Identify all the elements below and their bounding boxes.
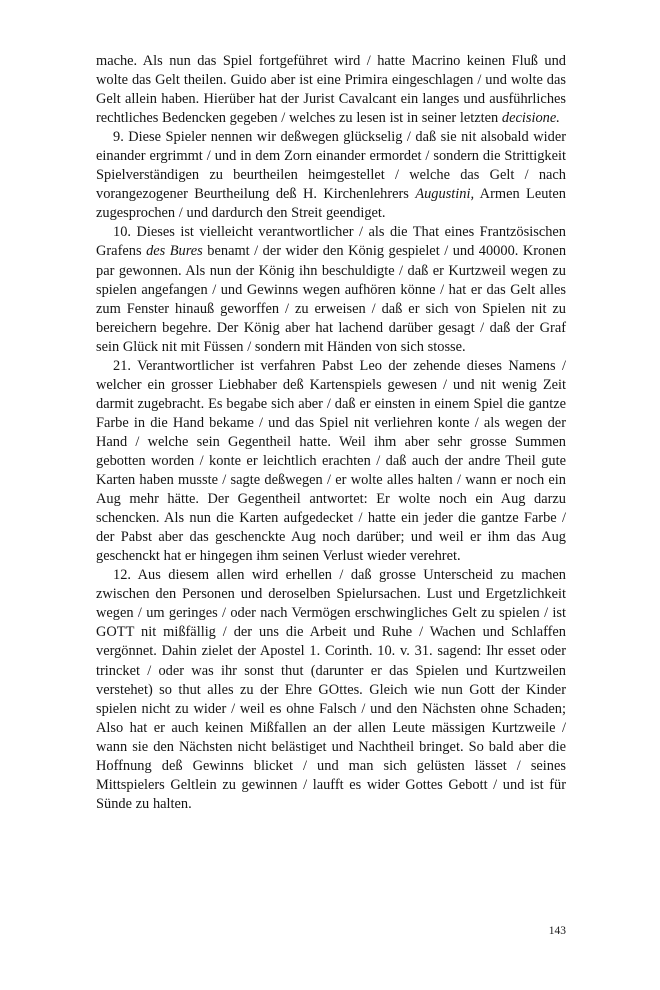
page-number: 143 <box>548 925 566 937</box>
text-run: Armen Leuten zugesprochen / und dardurch den Streit geendiget. <box>96 186 567 222</box>
text-run: 10. Dieses ist vielleicht verantwortlicher / als die That eines Frantzösischen Grafens <box>96 224 566 260</box>
text-run: mache. Als nun das Spiel fortgeführet wird / hatte Macrino keinen Fluß und wolte das Gelt theilen. Guido aber ist eine Primira eingeschlagen / und wolte das Gelt allein haben. Hierüber hat der Jurist Cavalcant ein langes und ausführliches rechtliches Bedencken gegeben / welches zu lesen ist in seiner letzten <box>96 53 566 127</box>
text-run: 12. Aus diesem allen wird erhellen / daß grosse Unterscheid zu machen zwischen den Personen und deroselben Spielursachen. Lust und Ergetzlichkeit wegen / um geringes / oder nach Vermögen erschwingliches Gelt zu spielen / ist GOTT nit mißfällig / der uns die Arbeit und Ruhe / Wachen und Schlaffen vergönnet. Dahin zielet der Apostel 1. Corinth. 10. v. 31. sagend: Ihr esset oder trincket / oder was ihr sonst thut (darunter er das Spielen und Kurtzweilen verstehet) so thut alles zu der Ehre GOttes. Gleich wie nun Gott der Kinder spielen nicht zu wider / weil es ohne Falsch / und den Nächsten ohne Schaden; Also hat er auch keinen Mißfallen an der allen Leute mässigen Kurtzweile / wann sie den Nächsten nicht belästiget und Nachtheil bringet. So bald aber die Hoffnung deß Gewinns blicket / und man sich gelüsten lässet / seines Mittspielers Geltlein zu gewinnen / laufft es wider Gottes Gebott / und ist für Sünde zu halten. <box>96 567 566 812</box>
paragraph-continuation <box>96 52 566 128</box>
text-run: 9. Diese Spieler nennen wir deßwegen glückselig / daß sie nit alsobald wider einander ergrimmt / und in dem Zorn einander ermordet / sondern die Strittigkeit Spielverständigen zu beurtheilen heimgestellet / welche das Gelt / nach vorangezogener Beurtheilung deß H. Kirchenlehrers <box>96 129 566 203</box>
italic-run: des Bures <box>146 243 203 260</box>
italic-run: Augustini, <box>415 186 475 203</box>
page-body-text <box>96 52 566 814</box>
italic-run: decisione. <box>501 110 560 127</box>
paragraph-item-10 <box>96 223 566 356</box>
paragraph-item-21 <box>96 357 566 567</box>
paragraph-item-9 <box>96 128 566 223</box>
paragraph-item-12 <box>96 566 566 814</box>
text-run: 21. Verantwortlicher ist verfahren Pabst Leo der zehende dieses Namens / welcher ein grosser Liebhaber deß Kartenspiels gewesen / und nit wenig Zeit darmit zugebracht. Es begabe sich aber / daß er einsten in einem Spiel die gantze Farbe in die Hand bekame / und das Spiel nit verliehren konte / als wegen der Hand / welche sein Gegentheil hatte. Weil ihm aber sehr grosse Summen gebotten worden / konte er leichtlich erachten / daß auch der andre Theil gute Karten haben musste / sagte deßwegen / er wolte alles halten / wann er noch ein Aug mehr hätte. Der Gegentheil antwortet: Er wolte noch ein Aug darzu schencken. Als nun die Karten aufgedecket / hatte ein jeder die gantze Farbe / der Pabst aber das geschenckte Aug noch darüber; und weil er ihm das Aug geschenckt hat er hingegen ihm seinen Verlust wieder verehret. <box>96 357 566 565</box>
text-run: benamt / der wider den König gespielet / und 40000. Kronen par gewonnen. Als nun der König ihn beschuldigte / daß er Kurtzweil wegen zu spielen angefangen / und Gewinns wegen aufhören könne / hat er das Gelt alles zum Fenster hinauß geworffen / zu erweisen / daß er sich von Spielen nit zu bereichern begehre. Der König aber hat lachend darüber gesagt / daß der Graf sein Glück nit mit Füssen / sondern mit Händen von sich stosse. <box>96 243 567 355</box>
